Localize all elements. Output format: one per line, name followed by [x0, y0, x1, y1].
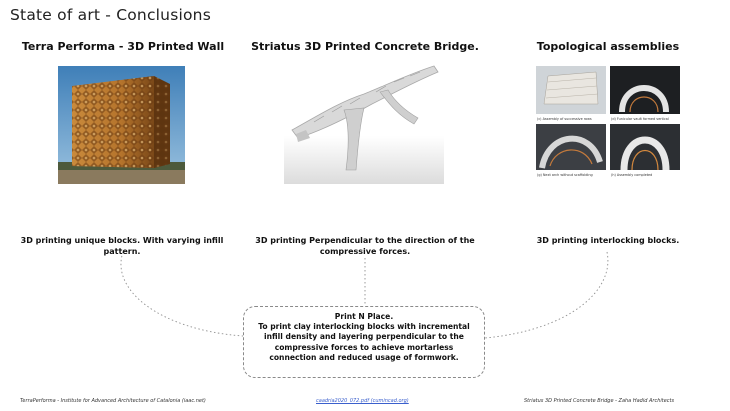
heading-terra-performa: Terra Performa - 3D Printed Wall: [21, 40, 225, 53]
footer-source-link[interactable]: caadria2020_072.pdf (cumincad.org): [316, 398, 409, 404]
description-striatus-bridge: 3D printing Perpendicular to the direction of the compressive forces.: [255, 236, 475, 256]
conclusion-title: Print N Place.: [334, 312, 394, 321]
sub-caption-c: (c) Assembly of successive rows: [537, 117, 592, 121]
footer-source-right: Striatus 3D Printed Concrete Bridge - Zaha Hadid Architects: [524, 398, 675, 404]
heading-topological-assemblies: Topological assemblies: [536, 40, 680, 53]
sub-caption-d: (d) Funicular vault formed vertical: [611, 117, 669, 121]
footer-source-left: TerraPerforma - Institute for Advanced Architecture of Catalonia (iaac.net): [20, 398, 206, 404]
conclusion-box: [243, 306, 485, 378]
sub-caption-g: (g) Next arch without scaffolding: [537, 173, 593, 177]
slide-title: State of art - Conclusions: [10, 6, 211, 24]
conclusion-body: To print clay interlocking blocks with incremental infill density and layering perpendicular to the compressive forces to achieve mortarless connection and reduced usage of formwork.: [258, 322, 470, 362]
description-terra-performa: 3D printing unique blocks. With varying infill pattern.: [20, 236, 224, 256]
heading-striatus-bridge: Striatus 3D Printed Concrete Bridge.: [251, 40, 479, 53]
description-topological-assemblies: 3D printing interlocking blocks.: [536, 236, 680, 245]
sub-caption-h: (h) Assembly completed: [611, 173, 653, 177]
